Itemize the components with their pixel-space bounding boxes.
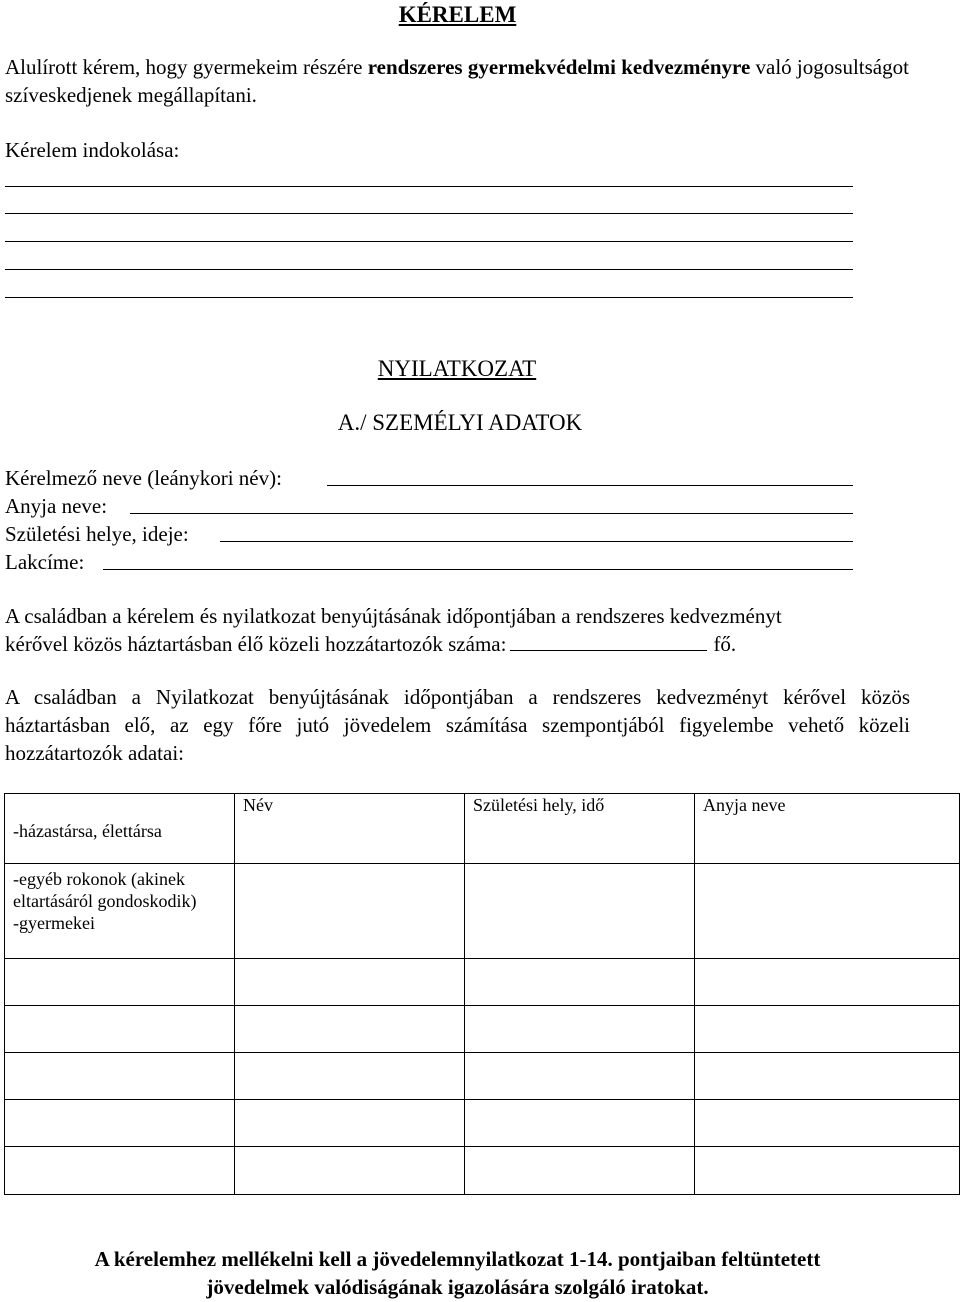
table-cell[interactable] bbox=[695, 1006, 960, 1053]
row-label-children-text: -gyermekei bbox=[13, 913, 95, 933]
table-cell[interactable] bbox=[5, 1006, 235, 1053]
reason-line-2[interactable] bbox=[5, 213, 853, 214]
table-cell[interactable] bbox=[235, 959, 465, 1006]
intro-text-end: való jogosultságot szíveskedjenek megállapítani. bbox=[5, 55, 909, 107]
reason-line-3[interactable] bbox=[5, 241, 853, 242]
table-row bbox=[5, 794, 960, 864]
table-row bbox=[5, 1147, 960, 1195]
table-row bbox=[5, 959, 960, 1006]
field-mother-name-label: Anyja neve: bbox=[5, 494, 108, 518]
table-header-name: Név bbox=[235, 794, 465, 864]
table-cell[interactable] bbox=[465, 1053, 695, 1100]
table-header-mother: Anyja neve bbox=[695, 794, 960, 864]
table-cell[interactable] bbox=[695, 1053, 960, 1100]
table-cell[interactable] bbox=[695, 1147, 960, 1195]
field-birth-line[interactable] bbox=[220, 541, 853, 542]
table-header-birth: Születési hely, idő bbox=[465, 794, 695, 864]
row-label-spouse: -házastársa, élettársa bbox=[5, 794, 235, 864]
table-cell[interactable] bbox=[695, 1100, 960, 1147]
declaration-title: NYILATKOZAT bbox=[377, 356, 537, 381]
table-cell[interactable] bbox=[465, 1147, 695, 1195]
relatives-intro: A családban a Nyilatkozat benyújtásának időpontjában a rendszeres kedvezményt kérővel közös háztartásban elő, az egy főre jutó jövedelem számítása szempontjából figyelembe vehető közeli hozzátartozók adatai: bbox=[5, 685, 910, 765]
document-title: KÉRELEM bbox=[398, 2, 517, 27]
table-cell[interactable] bbox=[465, 1006, 695, 1053]
table-cell[interactable] bbox=[235, 1147, 465, 1195]
row-label-other-relatives bbox=[5, 864, 235, 959]
section-a-title: A./ SZEMÉLYI ADATOK bbox=[337, 410, 583, 435]
field-birth-label: Születési helye, ideje: bbox=[5, 522, 189, 546]
table-cell[interactable] bbox=[235, 1006, 465, 1053]
footer-line-1: A kérelemhez mellékelni kell a jövedelemnyilatkozat 1-14. pontjaiban feltüntetett bbox=[94, 1247, 821, 1271]
household-statement-line2 bbox=[5, 630, 910, 658]
field-applicant-name-line[interactable] bbox=[327, 485, 853, 486]
field-applicant-name-label: Kérelmező neve (leánykori név): bbox=[5, 466, 282, 490]
reason-line-1[interactable] bbox=[5, 186, 853, 187]
reason-line-4[interactable] bbox=[5, 269, 853, 270]
reason-line-5[interactable] bbox=[5, 297, 853, 298]
table-row bbox=[5, 864, 960, 959]
table-row bbox=[5, 1053, 960, 1100]
household-count-unit: fő. bbox=[713, 632, 737, 656]
intro-text-bold: rendszeres gyermekvédelmi kedvezményre bbox=[367, 55, 751, 79]
household-count-label: kérővel közös háztartásban élő közeli hozzátartozók száma: bbox=[5, 632, 507, 656]
household-count-line[interactable] bbox=[510, 649, 707, 651]
household-statement-line1: A családban a kérelem és nyilatkozat benyújtásának időpontjában a rendszeres kedvezményt bbox=[5, 604, 782, 628]
table-row bbox=[5, 1006, 960, 1053]
intro-text-start: Alulírott kérem, hogy gyermekeim részére bbox=[5, 55, 368, 79]
table-cell[interactable] bbox=[695, 864, 960, 959]
relatives-table bbox=[4, 793, 960, 1195]
table-cell[interactable] bbox=[235, 1053, 465, 1100]
field-address-line[interactable] bbox=[103, 569, 853, 570]
intro-paragraph bbox=[5, 53, 910, 109]
table-cell[interactable] bbox=[235, 1100, 465, 1147]
table-row bbox=[5, 1100, 960, 1147]
table-cell[interactable] bbox=[235, 864, 465, 959]
table-cell[interactable] bbox=[695, 959, 960, 1006]
row-label-other-relatives-text: -egyéb rokonok (akinek eltartásáról gondoskodik) bbox=[13, 869, 197, 911]
table-cell[interactable] bbox=[465, 1100, 695, 1147]
reason-label: Kérelem indokolása: bbox=[5, 138, 180, 162]
table-cell[interactable] bbox=[5, 959, 235, 1006]
footer-line-2: jövedelmek valódiságának igazolására szolgáló iratokat. bbox=[206, 1275, 709, 1299]
field-address-label: Lakcíme: bbox=[5, 550, 85, 574]
table-cell[interactable] bbox=[5, 1147, 235, 1195]
table-cell[interactable] bbox=[465, 959, 695, 1006]
table-cell[interactable] bbox=[5, 1100, 235, 1147]
table-cell[interactable] bbox=[465, 864, 695, 959]
field-mother-name-line[interactable] bbox=[130, 513, 853, 514]
table-cell[interactable] bbox=[5, 1053, 235, 1100]
